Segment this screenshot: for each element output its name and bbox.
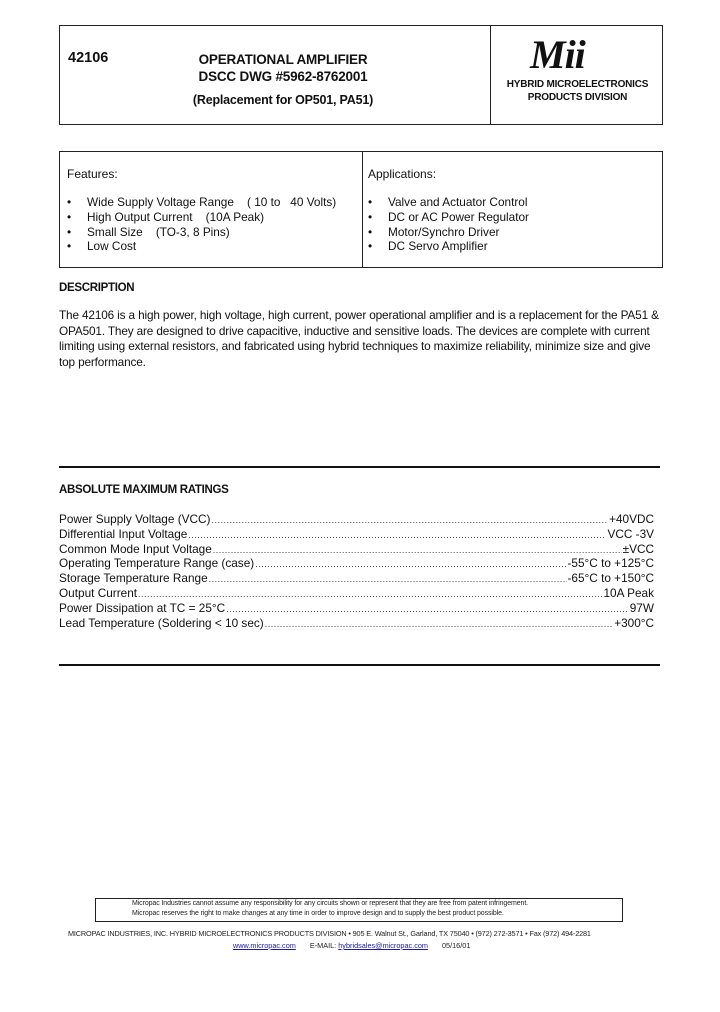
rating-row: Common Mode Input Voltage ..... ±VCC: [59, 542, 654, 557]
footer-date: 05/16/01: [441, 941, 471, 950]
leader-dots: [138, 589, 602, 599]
disclaimer-box: [95, 898, 623, 922]
list-item: • Wide Supply Voltage Range ( 10 to 40 Volts): [67, 195, 337, 209]
list-item: • Valve and Actuator Control: [368, 195, 528, 209]
list-item: • DC Servo Amplifier: [368, 239, 488, 254]
footer-contact: [233, 941, 470, 950]
bullet-icon: •: [67, 224, 72, 239]
part-number: 42106: [68, 50, 109, 66]
description-heading: DESCRIPTION: [59, 282, 135, 294]
rating-row: Lead Temperature (Soldering < 10 sec) ..... +300°C: [59, 616, 654, 631]
list-item: • High Output Current (10A Peak): [67, 209, 265, 224]
bullet-icon: •: [67, 209, 72, 224]
ratings-list: [59, 512, 654, 630]
bullet-icon: •: [368, 209, 373, 224]
header-box: [59, 25, 663, 125]
leader-dots: [265, 619, 613, 629]
bullet-icon: •: [67, 239, 72, 254]
leader-dots: [255, 559, 566, 569]
disclaimer-line: Micropac reserves the right to make changes at any time in order to improve design and to supply the best product possible.: [132, 910, 504, 917]
rating-row: Output Current ..... 10A Peak: [59, 586, 654, 601]
section-divider: [59, 664, 660, 666]
leader-dots: [211, 515, 608, 525]
footer-address: MICROPAC INDUSTRIES, INC. HYBRID MICROELECTRONICS PRODUCTS DIVISION • 905 E. Walnut St., Garland, TX 75040 • (972) 272-3571 • Fax (972) 494-2281: [68, 929, 591, 938]
list-item: • Small Size (TO-3, 8 Pins): [67, 224, 230, 239]
leader-dots: [213, 545, 622, 555]
email-label: E-MAIL:: [309, 941, 337, 950]
header-divider: [490, 26, 491, 124]
list-item: • Low Cost: [67, 239, 137, 254]
rating-row: Power Supply Voltage (VCC) ..... +40VDC: [59, 512, 654, 527]
features-divider: [362, 152, 363, 267]
features-title: Features:: [67, 167, 118, 181]
features-applications-box: [59, 151, 663, 268]
document-title: OPERATIONAL AMPLIFIER: [198, 52, 368, 67]
bullet-icon: •: [368, 195, 373, 209]
replacement-note: (Replacement for OP501, PA51): [192, 93, 374, 107]
description-text: The 42106 is a high power, high voltage, high current, power operational amplifier and is a replacement for the PA51 & OPA501. They are designed to drive capacitive, inductive and sensitive loads. The devices are complete with current limiting using external resistors, and fabricated using hybrid techniques to maximize reliability, minimize size and give top performance.: [59, 308, 659, 369]
list-item: • DC or AC Power Regulator: [368, 209, 529, 224]
rating-row: Power Dissipation at TC = 25°C ..... 97W: [59, 601, 654, 616]
bullet-icon: •: [368, 224, 373, 239]
website-link[interactable]: www.micropac.com: [233, 941, 296, 950]
drawing-number: DSCC DWG #5962-8762001: [198, 69, 368, 84]
division-name-line2: PRODUCTS DIVISION: [527, 92, 628, 103]
bullet-icon: •: [67, 195, 72, 209]
leader-dots: [188, 530, 606, 540]
rating-row: Differential Input Voltage ..... VCC -3V: [59, 527, 654, 542]
bullet-icon: •: [368, 239, 373, 254]
mii-logo: Mii: [530, 32, 585, 77]
leader-dots: [209, 574, 567, 584]
leader-dots: [226, 604, 629, 614]
list-item: • Motor/Synchro Driver: [368, 224, 500, 239]
section-divider: [59, 466, 660, 468]
division-name-line1: HYBRID MICROELECTRONICS: [506, 79, 649, 90]
email-link[interactable]: hybridsales@micropac.com: [338, 941, 428, 950]
ratings-heading: ABSOLUTE MAXIMUM RATINGS: [59, 484, 229, 496]
applications-list: [368, 195, 529, 254]
rating-row: Storage Temperature Range ..... -65°C to +150°C: [59, 571, 654, 586]
rating-row: Operating Temperature Range (case) ..... -55°C to +125°C: [59, 556, 654, 571]
features-list: [67, 195, 336, 254]
applications-title: Applications:: [368, 167, 437, 181]
disclaimer-line: Micropac Industries cannot assume any responsibility for any circuits shown or represent that they are free from patent infringement.: [132, 900, 529, 907]
